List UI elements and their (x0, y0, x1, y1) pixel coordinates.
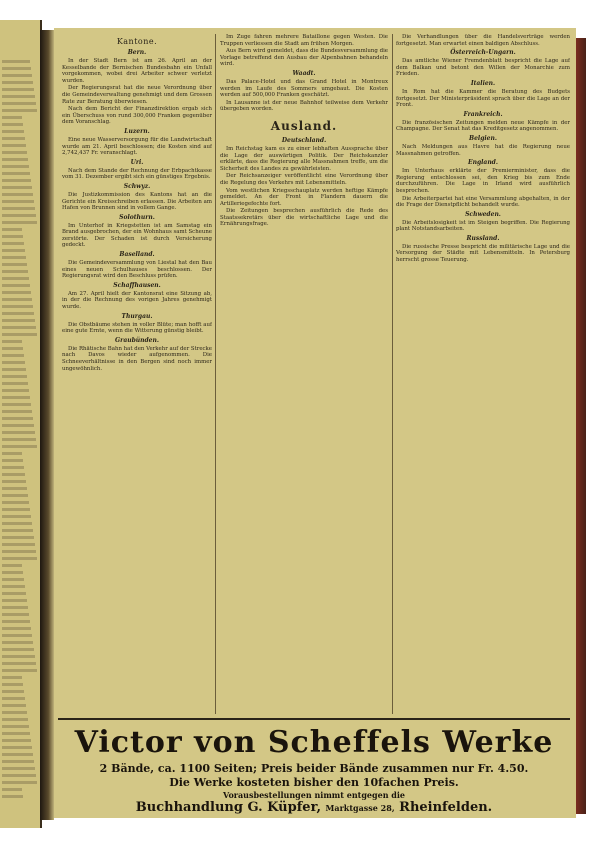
book-gutter (40, 30, 54, 820)
left-page-text-line (2, 417, 33, 420)
left-page-text-line (2, 662, 36, 665)
england-paragraph: Im Unterhaus erklärte der Premierminister, dass die Regierung entschlossen sei, den Krieg bis zum Ende durchzuführen. Die Lage in Irland wird ausführlich besprochen. (396, 168, 570, 194)
italien-paragraph: In Rom hat die Kammer die Beratung des Budgets fortgesetzt. Der Ministerpräsident sprach über die Lage an der Front. (396, 88, 570, 109)
column-middle (220, 34, 388, 720)
left-page-text-line (2, 480, 26, 483)
subheading-oesterreich: Österreich-Ungarn. (450, 49, 516, 57)
left-page-text-line (2, 739, 31, 742)
left-page-text-line (2, 452, 22, 455)
right-paragraph: Die Verhandlungen über die Handelsverträge werden fortgesetzt. Man erwartet einen baldigen Abschluss. (396, 34, 570, 47)
left-page-text-line (2, 431, 35, 434)
left-page-text-line (2, 186, 32, 189)
subheading-canton: Baselland. (119, 251, 155, 259)
left-page-text-line (2, 718, 28, 721)
left-page-text-line (2, 277, 29, 280)
russland-paragraph: Die russische Presse bespricht die militärische Lage und die Versorgung der Städte mit Lebensmitteln. In Petersburg herrscht grosse Teuerung. (396, 243, 570, 264)
ad-price-line: 2 Bände, ca. 1100 Seiten; Preis beider Bände zusammen nur Fr. 4.50. (99, 762, 529, 775)
left-page-text-line (2, 438, 36, 441)
left-page-text-line (2, 228, 22, 231)
ad-preorder-line: Vorausbestellungen nimmt entgegen die (222, 790, 406, 800)
left-page-text-line (2, 760, 34, 763)
oesterreich-paragraph: Das amtliche Wiener Fremdenblatt bespricht die Lage auf dem Balkan und betont den Willen der Monarchie zum Frieden. (396, 58, 570, 78)
left-page-text-line (2, 781, 37, 784)
left-page-text-line (2, 606, 28, 609)
left-page-text-line (2, 361, 25, 364)
left-page-text-line (2, 67, 31, 70)
deutschland-text (220, 146, 388, 228)
left-page-text-line (2, 179, 31, 182)
left-page-text-line (2, 585, 25, 588)
canton-paragraph: Der Regierungsrat hat die neue Verordnung über die Gemeindeverwaltung genehmigt und dem Grossen Rate zur Beratung überwiesen. (62, 85, 212, 105)
left-page-text-line (2, 788, 22, 791)
book-cover-edge (576, 38, 586, 814)
left-page-text-line (2, 543, 35, 546)
left-page-text-line (2, 109, 37, 112)
subheading-canton: Schaffhausen. (113, 281, 161, 289)
left-page-text-line (2, 529, 33, 532)
left-page-text-line (2, 354, 24, 357)
waadt-text (220, 79, 388, 113)
ad-bookshop-line (58, 800, 570, 816)
subheading-england: England. (468, 159, 498, 167)
left-page-text-line (2, 767, 35, 770)
ad-bookshop-street: Marktgasse 28, (325, 803, 395, 813)
subheading-canton: Schwyz. (123, 182, 151, 190)
left-page-text-line (2, 95, 35, 98)
left-page-text-line (2, 592, 26, 595)
ad-title: Victor von Scheffels Werke (74, 725, 554, 760)
left-page-text-line (2, 235, 23, 238)
left-page-text-line (2, 326, 36, 329)
left-page-text-line (2, 312, 34, 315)
canton-paragraph: In der Stadt Bern ist am 26. April an der Kesselbande der Bernischen Bundesbahn ein Unfall vorgekommen, wobei drei Arbeiter schwer verletzt wurden. (62, 58, 212, 84)
left-page-text-line (2, 522, 32, 525)
subheading-deutschland: Deutschland. (281, 136, 327, 144)
left-page-text-line (2, 270, 28, 273)
middle-top-text (220, 34, 388, 68)
left-page-text-line (2, 396, 30, 399)
subheading-canton: Thurgau. (121, 312, 153, 320)
left-page-text-line (2, 123, 23, 126)
left-page-text-line (2, 634, 32, 637)
subheading-frankreich: Frankreich. (463, 110, 503, 118)
waadt-paragraph: In Lausanne ist der neue Bahnhof teilweise dem Verkehr übergeben worden. (220, 99, 388, 113)
left-page-text-line (2, 60, 30, 63)
deutschland-paragraph: Vom westlichen Kriegsschauplatz werden heftige Kämpfe gemeldet. An der Front in Flandern dauern die Artilleriegefechte fort. (220, 187, 388, 207)
waadt-paragraph: Das Palace-Hotel und das Grand Hotel in Montreux werden im Laufe des Sommers umgebaut. Die Kosten werden auf 500,000 Franken geschätzt. (220, 78, 388, 99)
column-rule (392, 34, 393, 714)
canton-paragraph: Die Rhätische Bahn hat den Verkehr auf der Strecke nach Davos wieder aufgenommen. Die Schneeverhältnisse in den Bergen sind noch immer ungewöhnlich. (62, 345, 212, 372)
left-page-text-line (2, 683, 23, 686)
left-page-text-line (2, 81, 33, 84)
left-page-text-line (2, 515, 31, 518)
left-page-text-line (2, 473, 25, 476)
left-page-text-line (2, 494, 28, 497)
deutschland-paragraph: Die Zeitungen besprechen ausführlich die Rede des Staatssekretärs über die wirtschaftliche Lage und die Ernährungsfrage. (220, 208, 388, 228)
left-page-text-line (2, 291, 31, 294)
subheading-canton: Bern. (127, 49, 147, 56)
advertisement-scheffel (58, 718, 570, 814)
left-page-text-line (2, 627, 31, 630)
left-page-text-line (2, 704, 26, 707)
ad-bookshop-city: Rheinfelden. (399, 800, 493, 815)
left-page-text-line (2, 466, 24, 469)
left-page-text-line (2, 613, 29, 616)
left-page-text-line (2, 193, 33, 196)
left-page-text-line (2, 242, 24, 245)
left-page-text-line (2, 214, 36, 217)
newspaper-page (54, 28, 576, 818)
left-page-text-line (2, 88, 34, 91)
left-page-text-line (2, 501, 29, 504)
left-page-text-line (2, 697, 25, 700)
left-page-text-line (2, 151, 27, 154)
kantone-sections (62, 49, 212, 372)
left-page-edge (0, 20, 42, 828)
left-page-text-line (2, 284, 30, 287)
left-page-text-line (2, 774, 36, 777)
ad-discount-line: Die Werke kosteten bisher den 10fachen Preis. (169, 776, 459, 789)
subheading-italien: Italien. (470, 79, 496, 87)
left-page-text-line (2, 347, 23, 350)
left-page-text-line (2, 732, 30, 735)
left-page-text-line (2, 207, 35, 210)
canton-paragraph: Im Unterhof in Kriegstetten ist am Samstag ein Brand ausgebrochen, der ein Wohnhaus samt Scheune zerstörte. Der Schaden ist durch Versicherung gedeckt. (62, 222, 212, 249)
canton-paragraph: Die Justizkommission des Kantons hat an die Gerichte ein Kreisschreiben erlassen. Die Arbeiten am Hafen von Brunnen sind in vollem Gange. (62, 191, 212, 212)
oesterreich-text (396, 58, 570, 78)
canton-paragraph: Nach dem Bericht der Finanzdirektion ergab sich ein Überschuss von rund 300,000 Franken gegenüber dem Voranschlag. (62, 106, 212, 126)
russland-text (396, 244, 570, 264)
left-page-text-line (2, 571, 23, 574)
england-text (396, 168, 570, 209)
left-page-text-line (2, 116, 22, 119)
left-page-text-line (2, 298, 32, 301)
schweden-paragraph: Die Arbeitslosigkeit ist im Steigen begriffen. Die Regierung plant Notstandsarbeiten. (396, 219, 570, 233)
book-scan (0, 20, 588, 828)
left-page-text-line (2, 536, 34, 539)
left-page-text-line (2, 165, 29, 168)
canton-paragraph: Die Obstbäume stehen in voller Blüte; man hofft auf eine gute Ernte, wenn die Witterung günstig bleibt. (62, 321, 212, 335)
left-page-text-line (2, 221, 37, 224)
left-page-text-line (2, 648, 34, 651)
left-page-text-line (2, 368, 26, 371)
left-page-text-line (2, 102, 36, 105)
left-page-text-line (2, 256, 26, 259)
schweden-text (396, 220, 570, 233)
subheading-canton: Solothurn. (119, 213, 155, 221)
left-page-text-line (2, 340, 22, 343)
left-page-text-line (2, 319, 35, 322)
italien-text (396, 89, 570, 109)
deutschland-paragraph: Im Reichstag kam es zu einer lebhaften Aussprache über die Lage der auswärtigen Politik. Der Reichskanzler erklärte, dass die Regierung alle Massnahmen treffe, um die Sicherheit des Landes zu gewährleisten. (220, 145, 388, 172)
left-page-text-line (2, 305, 33, 308)
belgien-text (396, 144, 570, 157)
england-paragraph: Die Arbeiterpartei hat eine Versammlung abgehalten, in der die Frage der Dienstpflicht behandelt wurde. (396, 195, 570, 209)
canton-paragraph: Die Gemeindeversammlung von Liestal hat den Bau eines neuen Schulhauses beschlossen. Der Regierungsrat wird den Beschluss prüfen. (62, 260, 212, 280)
left-page-text-line (2, 158, 28, 161)
left-page-text-line (2, 564, 22, 567)
frankreich-text (396, 120, 570, 133)
section-header-kantone: Kantone. (116, 37, 158, 46)
column-rule (215, 34, 216, 714)
left-page-text-line (2, 130, 24, 133)
section-header-ausland: Ausland. (270, 118, 338, 133)
left-page-text-line (2, 487, 27, 490)
right-top-text (396, 34, 570, 47)
middle-paragraph: Aus Bern wird gemeldet, dass die Bundesversammlung die Vorlage betreffend den Ausbau der Alpenbahnen behandeln wird. (220, 48, 388, 68)
left-page-text-line (2, 403, 31, 406)
left-page-text-line (2, 725, 29, 728)
subheading-canton: Uri. (130, 158, 144, 166)
left-page-text-line (2, 445, 37, 448)
left-page-text-line (2, 333, 37, 336)
subheading-schweden: Schweden. (465, 210, 501, 218)
column-right (396, 34, 570, 720)
left-page-text-line (2, 753, 33, 756)
left-page-text-line (2, 74, 32, 77)
canton-paragraph: Nach dem Stande der Rechnung der Erbpachtkasse vom 31. Dezember ergibt sich ein günstiges Ergebnis. (62, 167, 212, 181)
left-page-text-line (2, 578, 24, 581)
subheading-canton: Luzern. (124, 127, 150, 135)
left-page-text-line (2, 459, 23, 462)
left-page-text-line (2, 620, 30, 623)
left-page-text-line (2, 557, 37, 560)
left-page-text-line (2, 172, 30, 175)
left-page-text-line (2, 389, 29, 392)
left-page-text-line (2, 382, 28, 385)
subheading-waadt: Waadt. (292, 69, 316, 77)
left-page-text-line (2, 375, 27, 378)
left-page-text-line (2, 795, 23, 798)
subheading-belgien: Belgien. (469, 134, 497, 142)
belgien-paragraph: Nach Meldungen aus Havre hat die Regierung neue Massnahmen getroffen. (396, 143, 570, 157)
subheading-canton: Graubünden. (115, 336, 159, 344)
left-page-text-line (2, 144, 26, 147)
left-page-text-line (2, 424, 34, 427)
left-page-text-line (2, 746, 32, 749)
deutschland-paragraph: Der Reichsanzeiger veröffentlicht eine Verordnung über die Regelung des Verkehrs mit Lebensmitteln. (220, 173, 388, 186)
column-kantone (62, 34, 212, 720)
middle-paragraph: Im Zuge fahren mehrere Bataillone gegen Westen. Die Truppen verliessen die Stadt am frühen Morgen. (220, 34, 388, 47)
subheading-russland: Russland. (466, 234, 500, 242)
left-page-text-line (2, 669, 37, 672)
left-page-text-line (2, 550, 36, 553)
left-page-text-line (2, 641, 33, 644)
left-page-text-line (2, 711, 27, 714)
left-page-text-line (2, 249, 25, 252)
frankreich-paragraph: Die französischen Zeitungen melden neue Kämpfe in der Champagne. Der Senat hat das Kreditgesetz angenommen. (396, 119, 570, 133)
left-page-text-line (2, 410, 32, 413)
left-page-text-line (2, 508, 30, 511)
left-page-text-line (2, 655, 35, 658)
canton-paragraph: Eine neue Wasserversorgung für die Landwirtschaft wurde am 21. April beschlossen; die Kosten sind auf 2,742,437 Fr. veranschlagt. (62, 136, 212, 157)
left-page-text-line (2, 200, 34, 203)
left-page-text-line (2, 676, 22, 679)
ad-bookshop-name: Buchhandlung G. Küpfer, (135, 800, 321, 815)
canton-paragraph: Am 27. April hielt der Kantonsrat eine Sitzung ab, in der die Rechnung des vorigen Jahres genehmigt wurde. (62, 290, 212, 311)
left-page-text-line (2, 599, 27, 602)
left-page-text-line (2, 690, 24, 693)
left-page-text-line (2, 137, 25, 140)
left-page-text-line (2, 263, 27, 266)
